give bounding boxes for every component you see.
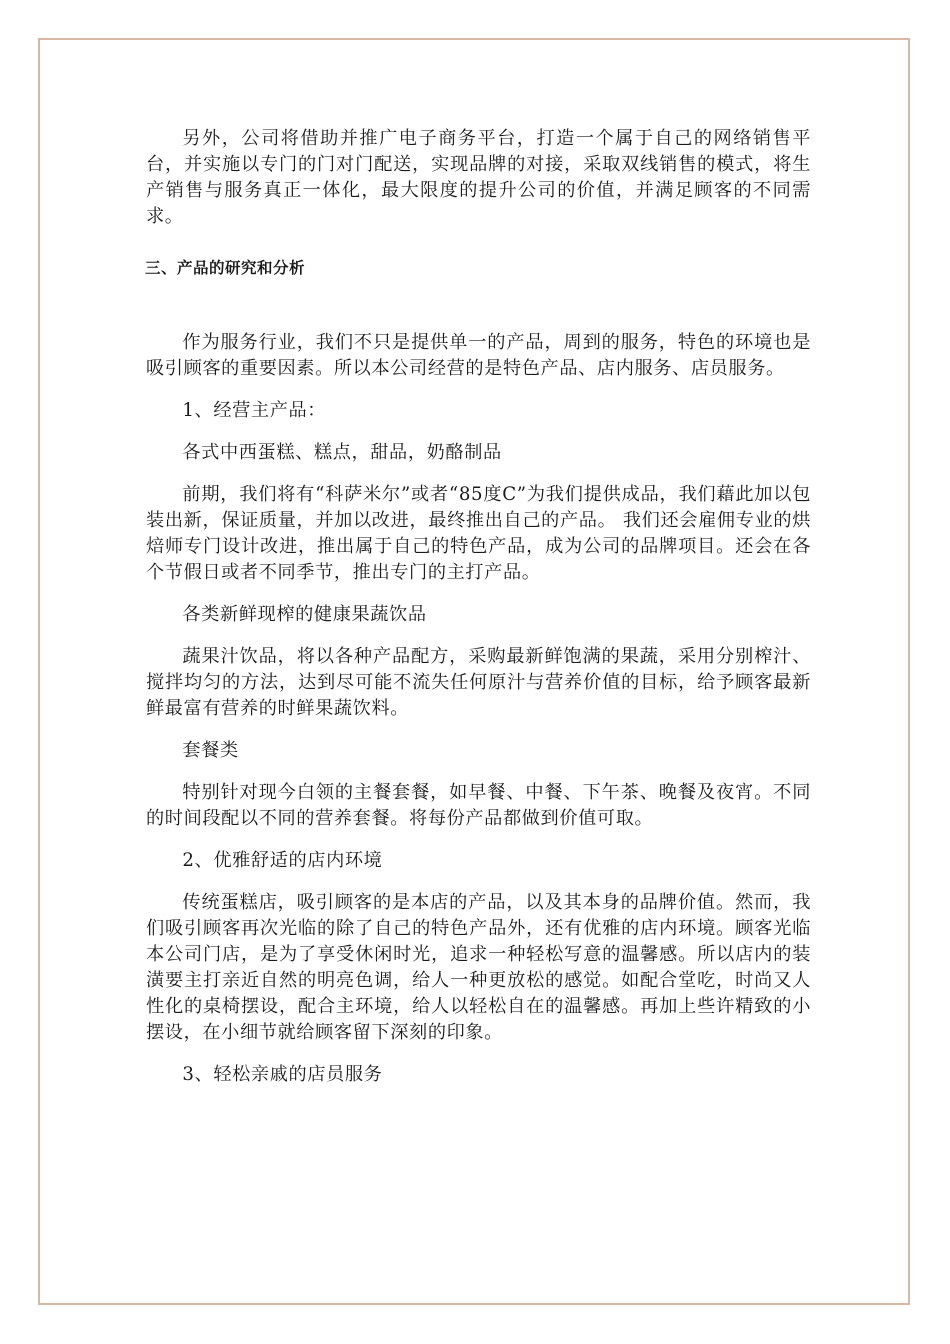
item-fresh-juice: 各类新鲜现榨的健康果蔬饮品 [182, 604, 427, 625]
subheading-main-products: 1、经营主产品： [182, 400, 327, 421]
item-cakes-pastries: 各式中西蛋糕、糕点，甜品，奶酪制品 [182, 442, 502, 463]
paragraph-store-environment: 传统蛋糕店，吸引顾客的是本店的产品，以及其本身的品牌价值。然而，我们吸引顾客再次光临的除了自己的特色产品外，还有优雅的店内环境。顾客光临本公司门店，是为了享受休闲时光，追求一种轻松写意的温馨感。所以店内的装潢要主打亲近自然的明亮色调，给人一种更放松的感觉。如配合堂吃，时尚又人性化的桌椅摆设，配合主环境，给人以轻松自在的温馨感。再加上些许精致的小摆设，在小细节就给顾客留下深刻的印象。 [146, 892, 811, 1043]
document-body [146, 126, 811, 1088]
paragraph-ecommerce: 另外，公司将借助并推广电子商务平台，打造一个属于自己的网络销售平台，并实施以专门的门对门配送，实现品牌的对接，采取双线销售的模式，将生产销售与服务真正一体化，最大限度的提升公司的价值，并满足顾客的不同需求。 [146, 128, 811, 227]
paragraph-service-industry: 作为服务行业，我们不只是提供单一的产品，周到的服务，特色的环境也是吸引顾客的重要因素。所以本公司经营的是特色产品、店内服务、店员服务。 [146, 332, 811, 379]
subheading-staff-service: 3、轻松亲戚的店员服务 [182, 1064, 383, 1085]
paragraph-juice-drinks: 蔬果汁饮品，将以各种产品配方，采购最新鲜饱满的果蔬，采用分别榨汁、搅拌均匀的方法，达到尽可能不流失任何原汁与营养价值的目标，给予顾客最新鲜最富有营养的时鲜果蔬饮料。 [146, 646, 811, 719]
subheading-store-environment: 2、优雅舒适的店内环境 [182, 850, 383, 871]
section-heading-product-research: 三、产品的研究和分析 [145, 259, 306, 277]
paragraph-set-meals: 特别针对现今白领的主餐套餐，如早餐、中餐、下午茶、晚餐及夜宵。不同的时间段配以不同的营养套餐。将每份产品都做到价值可取。 [146, 782, 811, 829]
paragraph-early-stage: 前期，我们将有“科萨米尔”或者“85度C”为我们提供成品，我们藉此加以包装出新，保证质量，并加以改进，最终推出自己的产品。 我们还会雇佣专业的烘焙师专门设计改进，推出属于自己的特色产品，成为公司的品牌项目。还会在各个节假日或者不同季节，推出专门的主打产品。 [146, 484, 811, 583]
item-set-meals: 套餐类 [182, 740, 239, 761]
